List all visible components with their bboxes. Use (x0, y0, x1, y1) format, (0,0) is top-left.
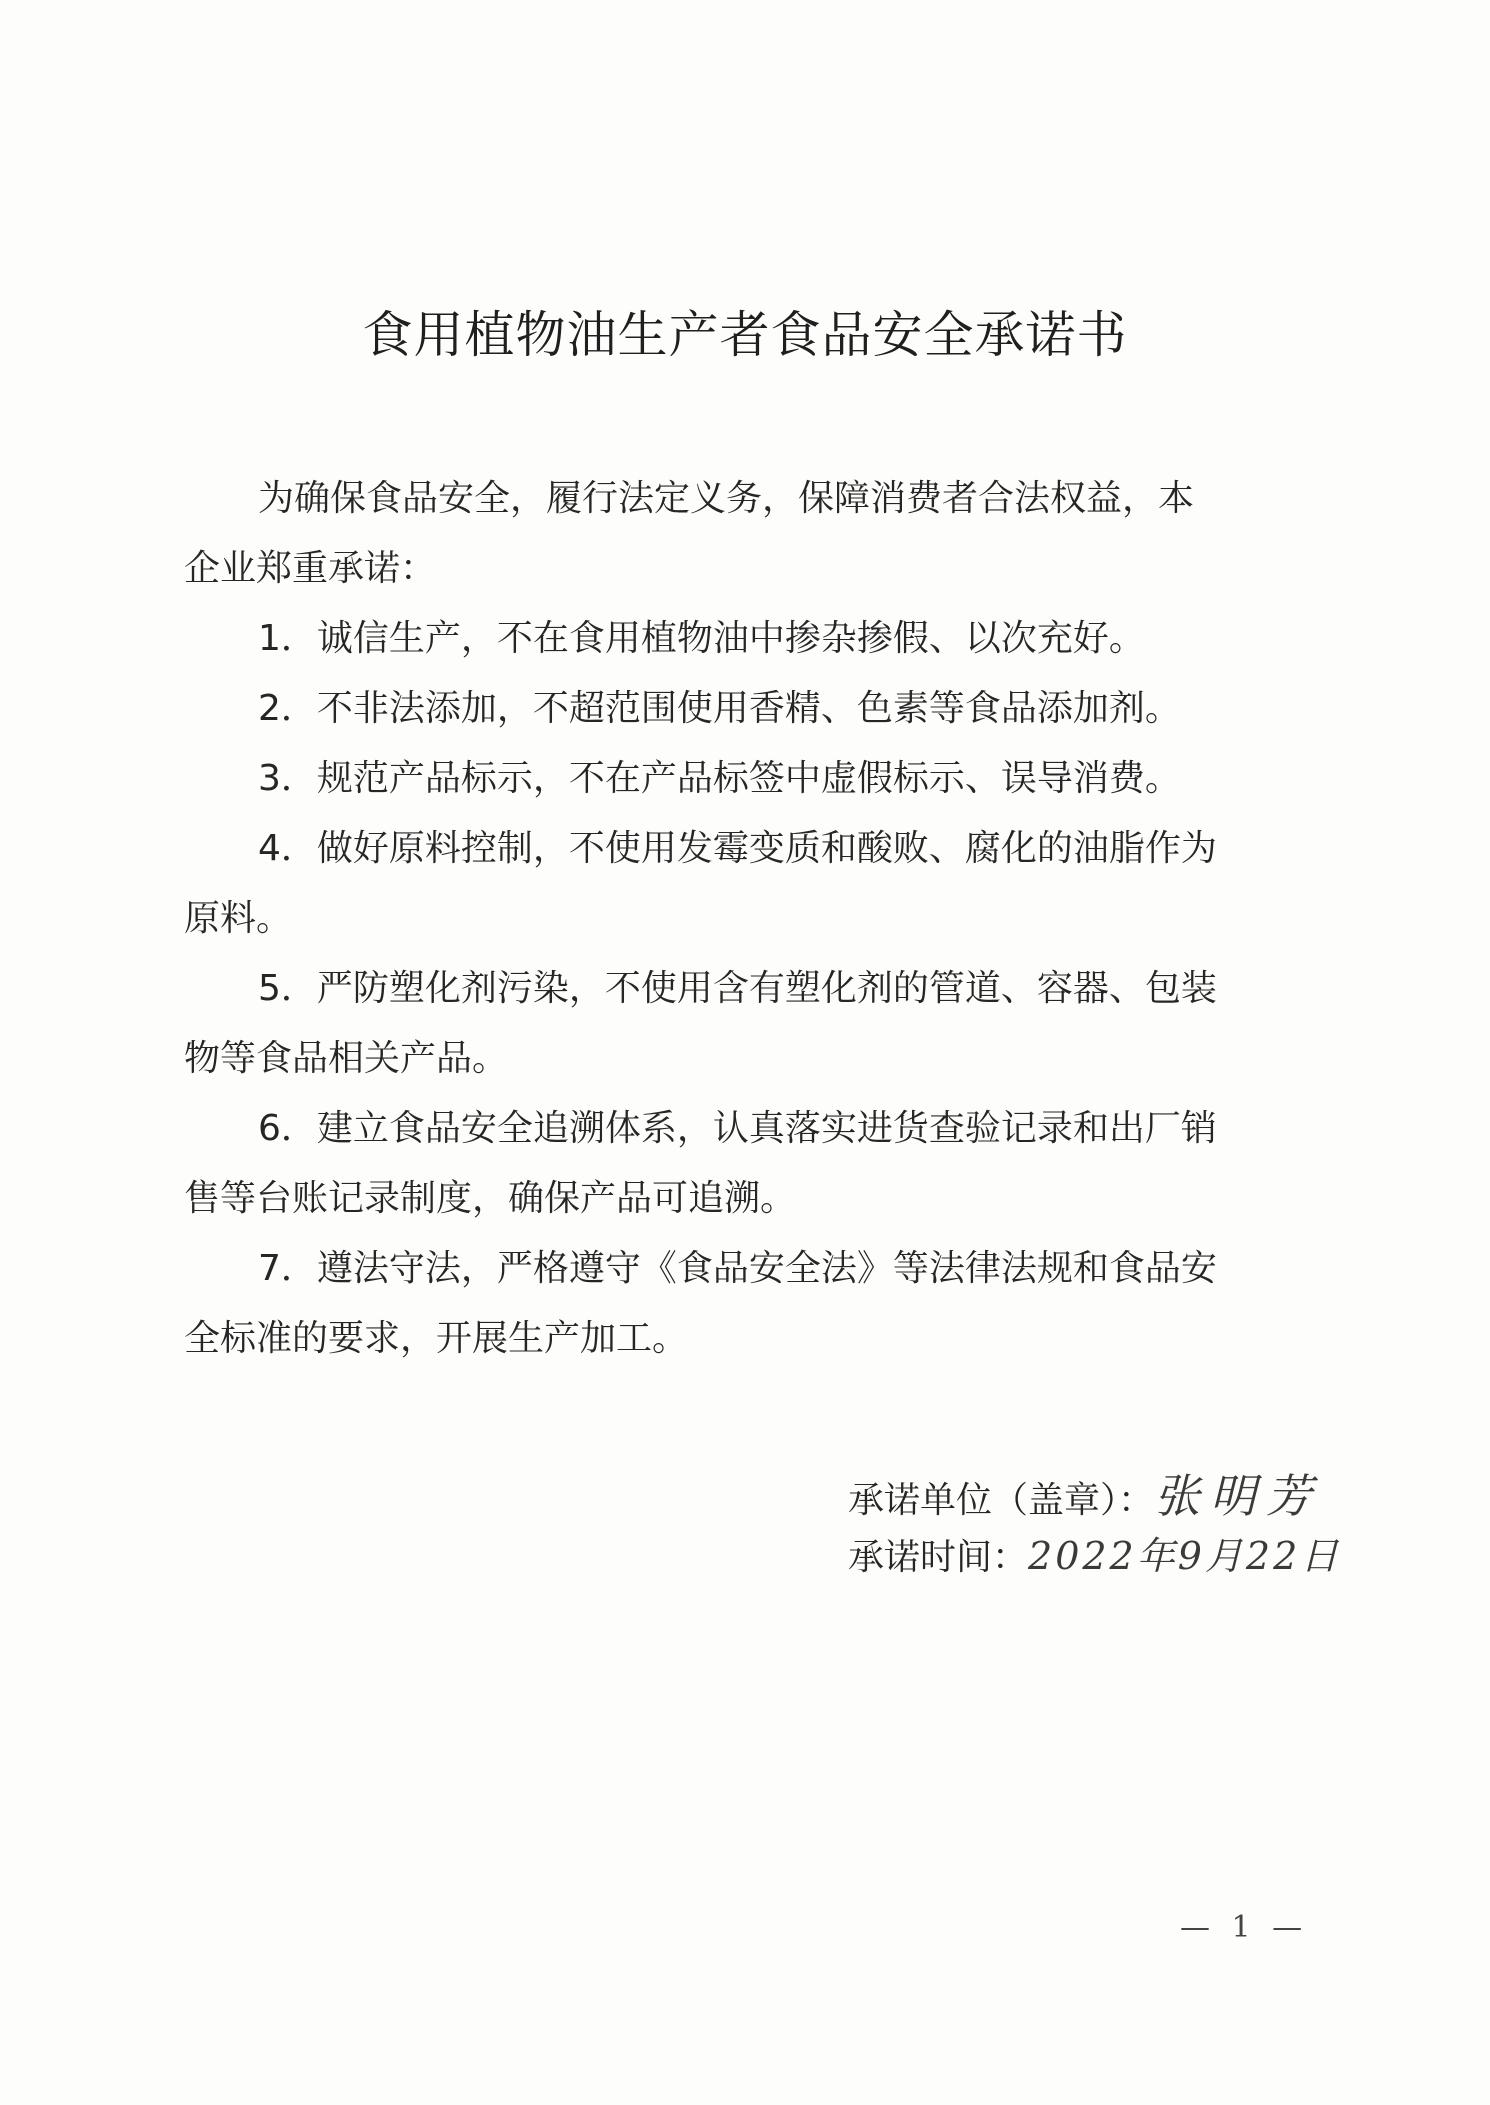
signature-date-row (848, 1525, 1341, 1580)
commitment-item-7-line-2: 全标准的要求，开展生产加工。 (184, 1318, 689, 1359)
commitment-item-5-line-2: 物等食品相关产品。 (184, 1038, 509, 1079)
signature-unit-row (848, 1460, 1322, 1526)
commitment-item-6-line-2: 售等台账记录制度，确保产品可追溯。 (184, 1178, 797, 1219)
handwritten-signature-date: 2022年9月22日 (1028, 1534, 1342, 1578)
intro-line-2: 企业郑重承诺： (184, 548, 437, 589)
commitment-item-7-line-1: 7．遵法守法，严格遵守《食品安全法》等法律法规和食品安 (258, 1248, 1217, 1289)
document-title: 食用植物油生产者食品安全承诺书 (362, 306, 1128, 364)
handwritten-signature-name: 张明芳 (1154, 1469, 1323, 1523)
commitment-item-3: 3．规范产品标示，不在产品标签中虚假标示、误导消费。 (258, 758, 1181, 799)
commitment-item-1: 1．诚信生产，不在食用植物油中掺杂掺假、以次充好。 (258, 618, 1145, 659)
commitment-item-4-line-2: 原料。 (184, 898, 293, 939)
signature-unit-label: 承诺单位（盖章）： (848, 1480, 1155, 1521)
commitment-item-2: 2．不非法添加，不超范围使用香精、色素等食品添加剂。 (258, 688, 1181, 729)
intro-line-1: 为确保食品安全，履行法定义务，保障消费者合法权益，本 (258, 478, 1195, 519)
commitment-item-5-line-1: 5．严防塑化剂污染，不使用含有塑化剂的管道、容器、包装 (258, 968, 1217, 1009)
commitment-item-6-line-1: 6．建立食品安全追溯体系，认真落实进货查验记录和出厂销 (258, 1108, 1217, 1149)
page-number: — 1 — (1180, 1910, 1309, 1945)
signature-date-label: 承诺时间： (848, 1537, 1029, 1578)
commitment-item-4-line-1: 4．做好原料控制，不使用发霉变质和酸败、腐化的油脂作为 (258, 828, 1217, 869)
